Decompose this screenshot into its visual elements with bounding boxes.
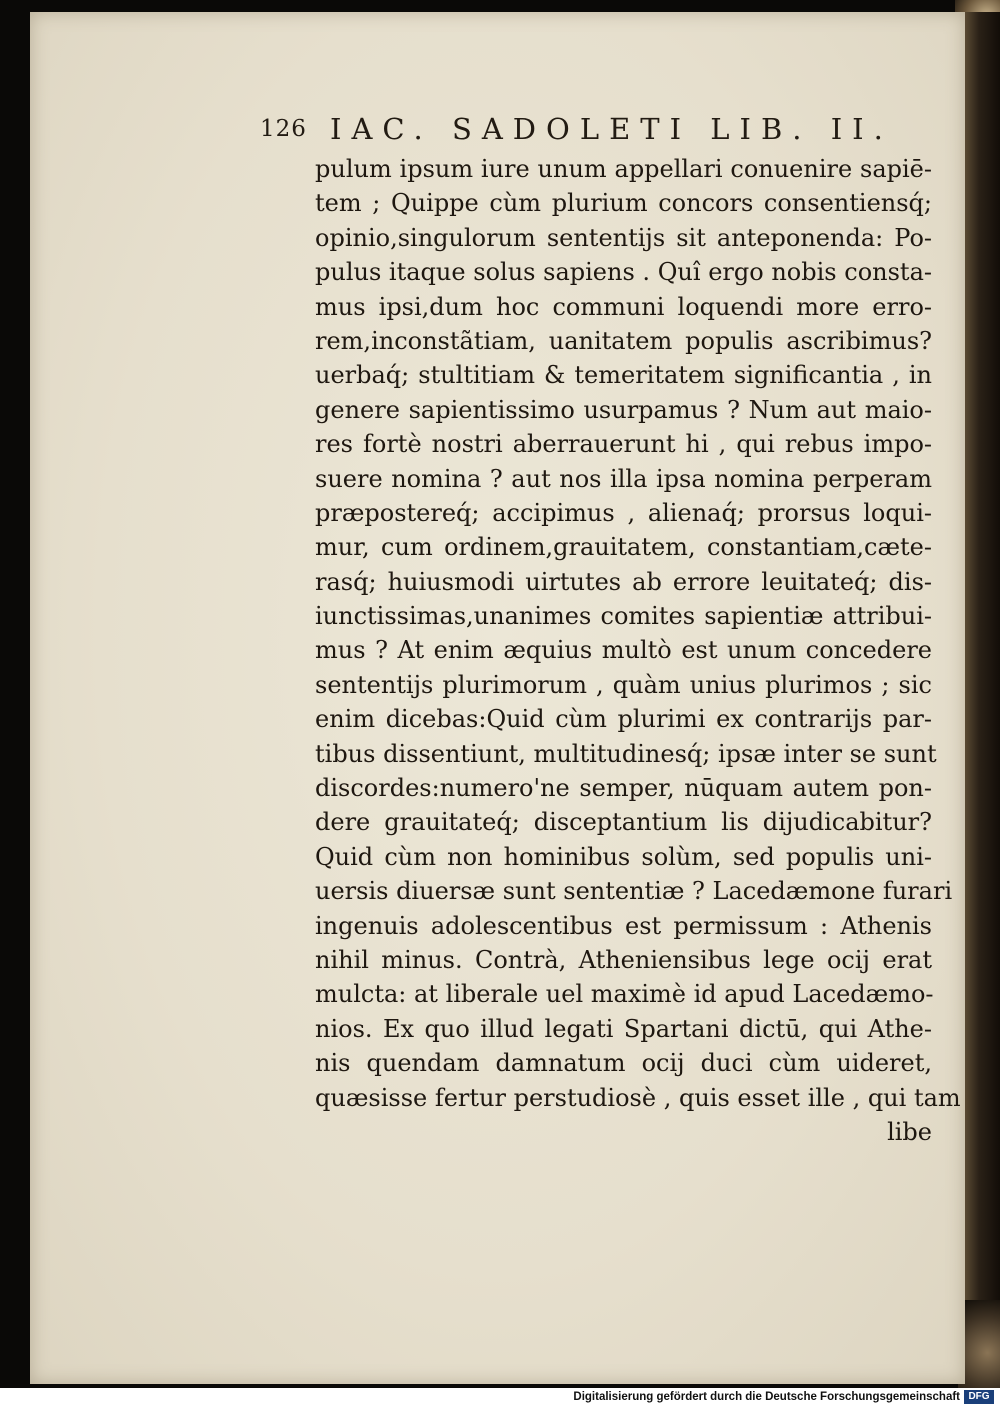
text-line: iunctissimas,unanimes comites sapientiæ attribui- (315, 602, 932, 631)
text-line: genere sapientissimo usurpamus ? Num aut maio- (315, 395, 932, 424)
catchword: libe (887, 1117, 932, 1146)
text-line: mus ? At enim æquius multò est unum concedere (315, 636, 932, 665)
text-line: dere grauitateq́; disceptantium lis dijudicabitur? (315, 808, 932, 837)
body-text (315, 152, 961, 1149)
text-line: mus ipsi,dum hoc communi loquendi more erro- (315, 292, 932, 321)
text-line: res fortè nostri aberrauerunt hi , qui rebus impo- (315, 430, 932, 459)
text-line: Quid cùm non hominibus solùm, sed populis uni- (315, 842, 932, 871)
text-line: quæsisse fertur perstudiosè , quis esset ille , qui tam (315, 1083, 961, 1112)
text-line: enim dicebas:Quid cùm plurimi ex contrarijs par- (315, 705, 932, 734)
text-line: tem ; Quippe cùm plurium concors consentiensq́; (315, 189, 932, 218)
text-line: rasq́; huiusmodi uirtutes ab errore leuitateq́; dis- (315, 567, 932, 596)
text-line: sententijs plurimorum , quàm unius plurimos ; sic (315, 670, 932, 699)
text-line: pulus itaque solus sapiens . Quî ergo nobis consta- (315, 258, 932, 287)
text-line: uerbaq́; stultitiam & temeritatem significantia , in (315, 361, 932, 390)
book-edge (965, 12, 1000, 1384)
text-line: rem,inconstãtiam, uanitatem populis ascribimus? (315, 326, 932, 355)
text-line: suere nomina ? aut nos illa ipsa nomina perperam (315, 464, 932, 493)
funding-credit: Digitalisierung gefördert durch die Deutsche Forschungsgemeinschaft (573, 1391, 960, 1403)
page-header (260, 112, 893, 152)
text-line: mulcta: at liberale uel maximè id apud Lacedæmo- (315, 980, 934, 1009)
running-head: IAC. SADOLETI LIB. II. (330, 112, 893, 146)
text-line: ingenuis adolescentibus est permissum : Athenis (315, 911, 932, 940)
text-line: nis quendam damnatum ocij duci cùm uideret, (315, 1049, 932, 1078)
text-line: discordes:numero'ne semper, nūquam autem pon- (315, 774, 932, 803)
text-line: præpostereq́; accipimus , alienaq́; prorsus loqui- (315, 498, 932, 527)
text-line: opinio,singulorum sententijs sit anteponenda: Po- (315, 223, 932, 252)
page-number: 126 (260, 116, 307, 142)
text-line: uersis diuersæ sunt sententiæ ? Lacedæmone furari (315, 877, 953, 906)
text-line: mur, cum ordinem,grauitatem, constantiam,cæte- (315, 533, 932, 562)
text-line: nihil minus. Contrà, Atheniensibus lege ocij erat (315, 945, 932, 974)
text-line: pulum ipsum iure unum appellari conuenire sapiē- (315, 155, 932, 183)
dfg-logo: DFG (964, 1390, 994, 1404)
text-line: nios. Ex quo illud legati Spartani dictū, qui Athe- (315, 1014, 932, 1043)
text-line: tibus dissentiunt, multitudinesq́; ipsæ inter se sunt (315, 739, 937, 768)
